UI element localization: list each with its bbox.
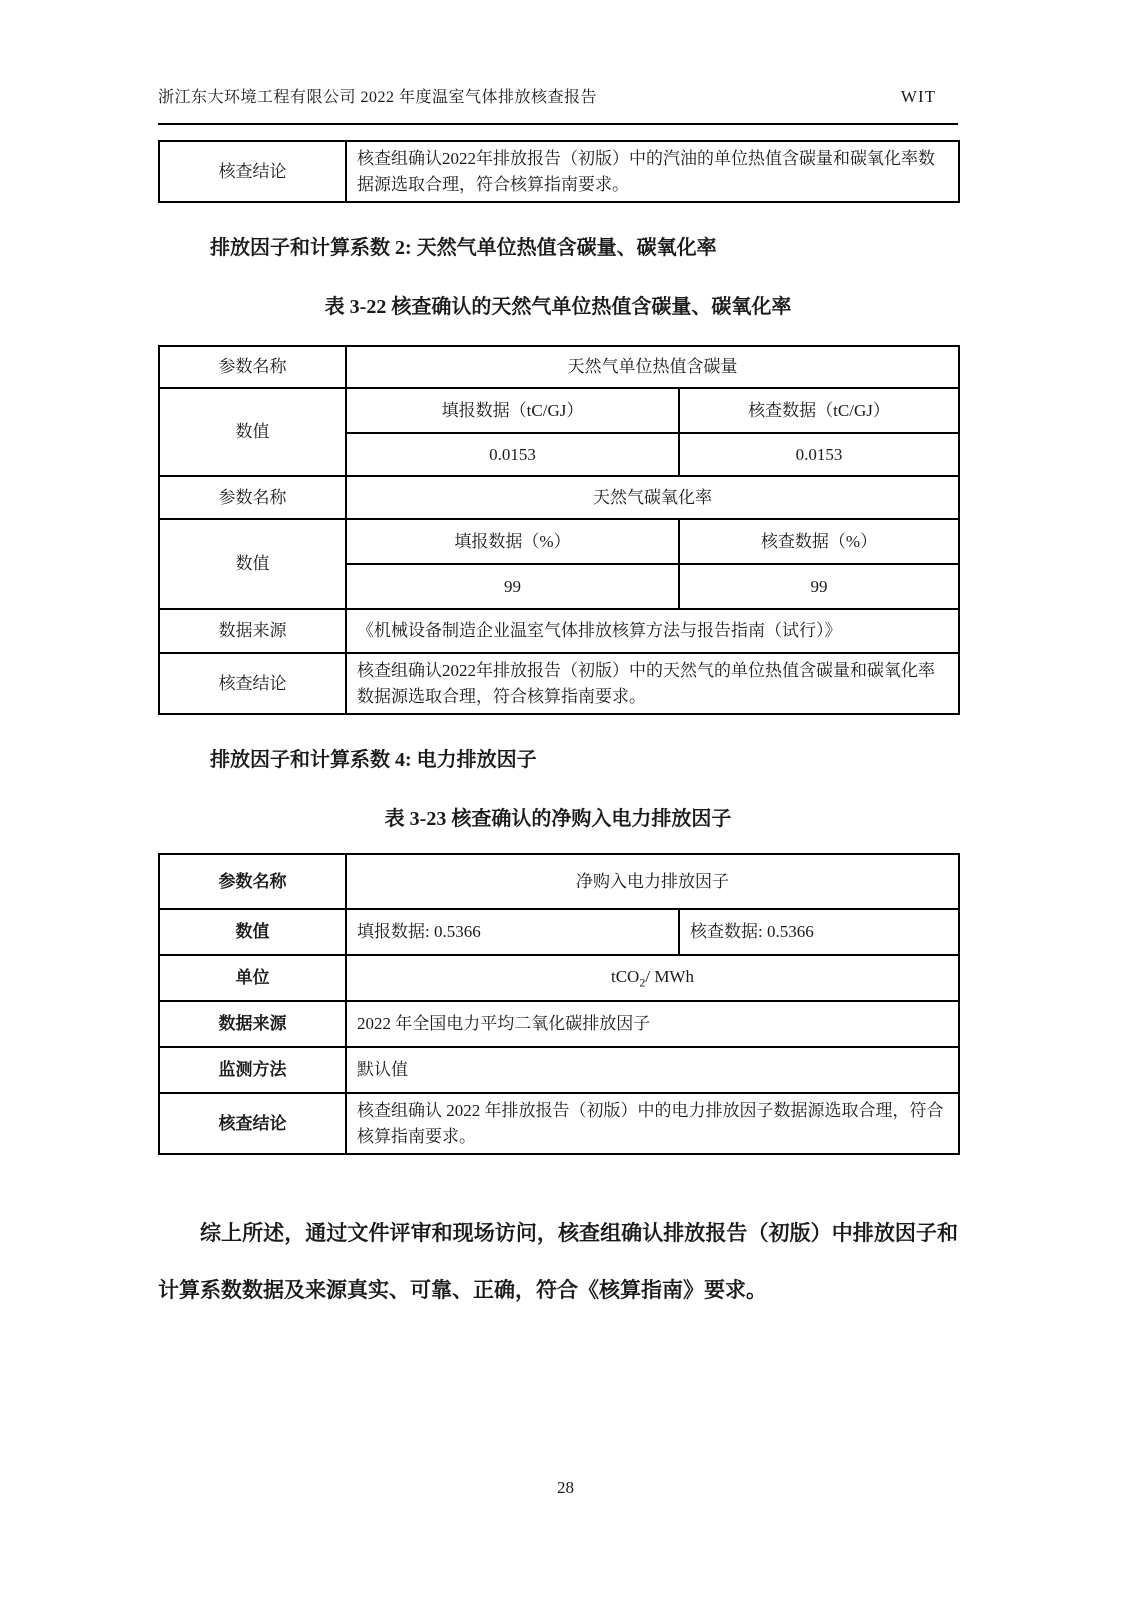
fragment-table (158, 140, 960, 203)
table-row (159, 1047, 959, 1093)
t22-param2-label: 参数名称 (159, 476, 346, 519)
t22-value1-col1: 0.0153 (346, 433, 679, 476)
header-logo-text: WIT (900, 87, 936, 106)
t22-value2-col1-header: 填报数据（%） (346, 519, 679, 564)
section-heading-power: 排放因子和计算系数 4: 电力排放因子 (210, 749, 537, 771)
t23-method-label: 监测方法 (159, 1047, 346, 1093)
t22-value1-col2-header: 核查数据（tC/GJ） (679, 388, 959, 433)
table-row (159, 346, 959, 388)
t23-source-label: 数据来源 (159, 1001, 346, 1047)
table-3-22-title: 表 3-22 核查确认的天然气单位热值含碳量、碳氧化率 (324, 296, 792, 318)
t23-param-value: 净购入电力排放因子 (346, 854, 959, 909)
closing-paragraph: 综上所述，通过文件评审和现场访问，核查组确认排放报告（初版）中排放因子和计算系数数据及来源真实、可靠、正确，符合《核算指南》要求。 (158, 1221, 958, 1302)
table-row (159, 653, 959, 714)
table-row (159, 1001, 959, 1047)
t22-value1-col2: 0.0153 (679, 433, 959, 476)
table-row (159, 476, 959, 519)
t22-value2-col1: 99 (346, 564, 679, 609)
unit-rest: / MWh (645, 967, 694, 987)
page-content (158, 0, 958, 1319)
t23-conclusion-value: 核查组确认 2022 年排放报告（初版）中的电力排放因子数据源选取合理，符合核算指南要求。 (346, 1093, 959, 1154)
t22-value1-col1-header: 填报数据（tC/GJ） (346, 388, 679, 433)
section-heading-gas: 排放因子和计算系数 2: 天然气单位热值含碳量、碳氧化率 (210, 237, 717, 259)
table-row (159, 519, 959, 564)
t22-value1-label: 数值 (159, 388, 346, 476)
table-row (159, 609, 959, 653)
t23-unit-label: 单位 (159, 955, 346, 1001)
t23-method-value: 默认值 (346, 1047, 959, 1093)
table-row (159, 909, 959, 955)
t23-conclusion-label: 核查结论 (159, 1093, 346, 1154)
table-row (159, 1093, 959, 1154)
t22-param2-value: 天然气碳氧化率 (346, 476, 959, 519)
t22-conclusion-value: 核查组确认2022年排放报告（初版）中的天然气的单位热值含碳量和碳氧化率数据源选取合理，符合核算指南要求。 (346, 653, 959, 714)
t22-source-value: 《机械设备制造企业温室气体排放核算方法与报告指南（试行）》 (346, 609, 959, 653)
t23-value-col2: 核查数据: 0.5366 (679, 909, 959, 955)
t23-unit-value (346, 955, 959, 1001)
table-row (159, 141, 959, 202)
header-report-title: 浙江东大环境工程有限公司 2022 年度温室气体排放核查报告 (158, 89, 598, 106)
page-header (158, 0, 958, 125)
t22-value2-label: 数值 (159, 519, 346, 609)
t22-param1-value: 天然气单位热值含碳量 (346, 346, 959, 388)
t22-source-label: 数据来源 (159, 609, 346, 653)
t23-param-label: 参数名称 (159, 854, 346, 909)
table-row (159, 955, 959, 1001)
t22-value2-col2-header: 核查数据（%） (679, 519, 959, 564)
t23-value-label: 数值 (159, 909, 346, 955)
t23-value-col1: 填报数据: 0.5366 (346, 909, 679, 955)
table-3-23 (158, 853, 960, 1155)
fragment-conclusion-value: 核查组确认2022年排放报告（初版）中的汽油的单位热值含碳量和碳氧化率数据源选取合理，符合核算指南要求。 (346, 141, 959, 202)
fragment-conclusion-label: 核查结论 (159, 141, 346, 202)
table-3-22 (158, 345, 960, 715)
table-3-23-title: 表 3-23 核查确认的净购入电力排放因子 (384, 808, 732, 830)
unit-main: tCO (611, 967, 640, 987)
t22-param1-label: 参数名称 (159, 346, 346, 388)
unit-sub: 2 (639, 975, 646, 990)
t22-conclusion-label: 核查结论 (159, 653, 346, 714)
table-row (159, 388, 959, 433)
t23-source-value: 2022 年全国电力平均二氧化碳排放因子 (346, 1001, 959, 1047)
table-row (159, 854, 959, 909)
page-number: 28 (557, 1478, 574, 1497)
t22-value2-col2: 99 (679, 564, 959, 609)
